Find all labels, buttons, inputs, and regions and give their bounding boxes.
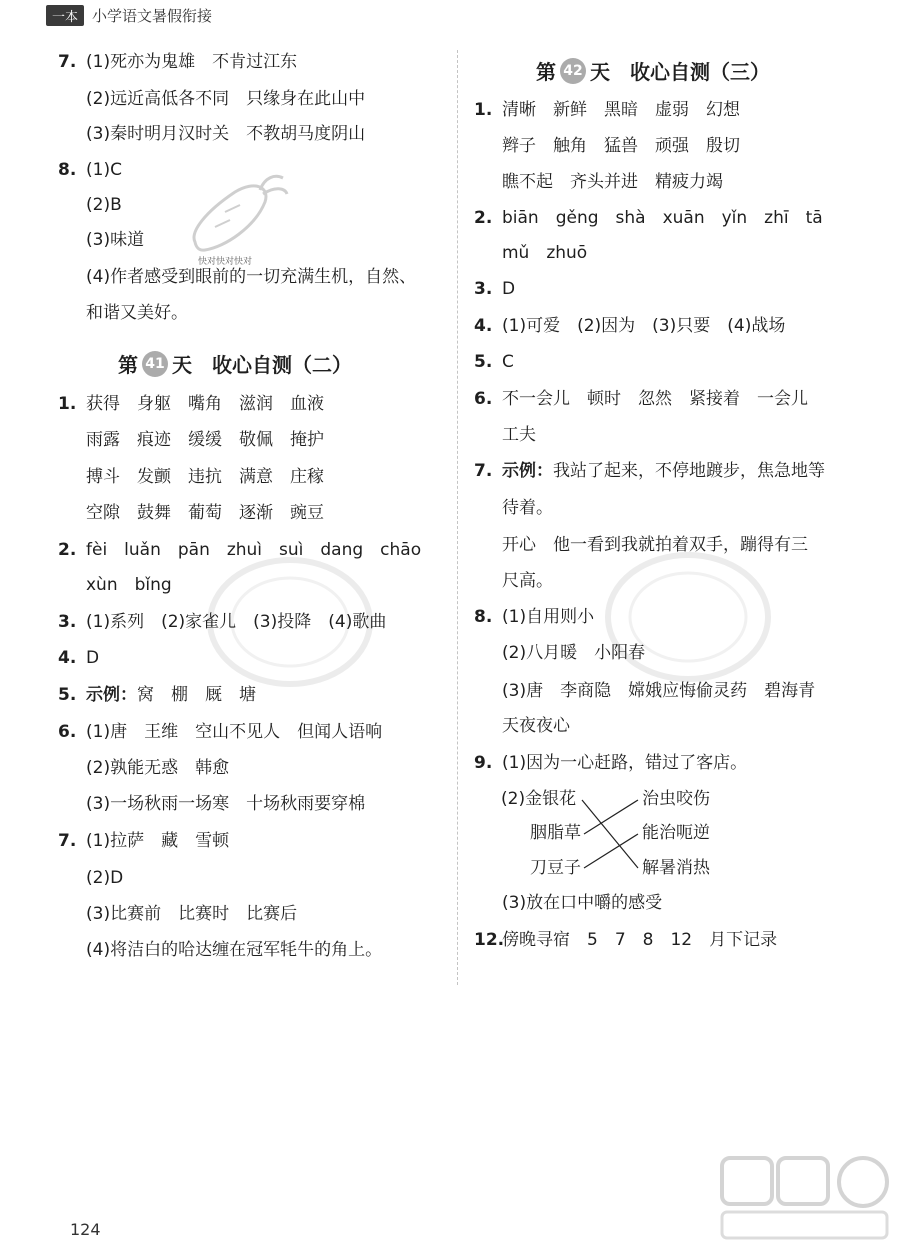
answer-text: D [502, 279, 516, 299]
match-right-item: 治虫咬伤 [642, 789, 710, 809]
answer-text: 工夫 [502, 425, 536, 445]
answer-text: (1)拉萨 藏 雪顿 [86, 831, 230, 851]
watermark-text: 快对快对快对 [198, 257, 253, 267]
section-title-prefix: 第 [536, 60, 556, 84]
answer-text: (3)秦时明月汉时关 不教胡马度阴山 [86, 124, 366, 144]
question-number: 5. [58, 685, 77, 705]
answer-text: (3)味道 [86, 230, 145, 250]
question-number: 9. [474, 753, 493, 773]
answer-text: 雨露 痕迹 缓缓 敬佩 掩护 [86, 430, 324, 450]
answer-line [474, 891, 662, 915]
match-prefix: (2) [501, 789, 526, 809]
match-line [582, 800, 638, 868]
answer-text: C [502, 352, 514, 372]
answer-text: (3)唐 李商隐 嫦娥应悔偷灵药 碧海青 [502, 681, 816, 701]
question-number: 7. [58, 831, 77, 851]
answer-text: (3)放在口中嚼的感受 [502, 893, 663, 913]
answer-text: (3)比赛前 比赛时 比赛后 [86, 904, 298, 924]
answer-text: 窝 棚 厩 塘 [137, 685, 256, 705]
day-badge: 42 [560, 58, 586, 84]
answer-text: (1)唐 王维 空山不见人 但闻人语响 [86, 722, 383, 742]
question-number: 8. [58, 160, 77, 180]
question-number: 4. [474, 316, 493, 336]
answer-text: 获得 身躯 嘴角 滋润 血液 [86, 394, 324, 414]
match-left-item: 胭脂草 [530, 823, 581, 843]
question-number: 4. [58, 648, 77, 668]
day-badge: 41 [142, 351, 168, 377]
answer-text: 待着。 [502, 498, 553, 518]
answer-text: 和谐又美好。 [86, 303, 188, 323]
answer-text: 我站了起来，不停地踱步，焦急地等 [553, 461, 825, 481]
answer-line [474, 928, 777, 952]
answer-text: (4)将洁白的哈达缠在冠军牦牛的角上。 [86, 940, 383, 960]
answer-text: fèi luǎn pān zhuì suì dang chāo [86, 540, 422, 560]
match-left-label: 金银花 [525, 789, 577, 809]
question-number: 3. [474, 279, 493, 299]
answer-text: 辫子 触角 猛兽 顽强 殷切 [502, 136, 740, 156]
answer-text: 空隙 鼓舞 葡萄 逐渐 豌豆 [86, 503, 324, 523]
answer-text: biān gěng shà xuān yǐn zhī tā [502, 208, 823, 228]
answer-text: 天夜夜心 [502, 716, 570, 736]
answer-text: (1)自用则小 [502, 607, 595, 627]
answer-text: 瞧不起 齐头并进 精疲力竭 [502, 172, 723, 192]
header-title: 小学语文暑假衔接 [92, 6, 213, 25]
section-title-text: 天 收心自测（三） [590, 60, 770, 84]
section-title-text: 天 收心自测（二） [172, 353, 352, 377]
question-number: 8. [474, 607, 493, 627]
answer-text: (1)系列 (2)家雀儿 (3)投降 (4)歌曲 [86, 612, 387, 632]
question-number: 3. [58, 612, 77, 632]
question-number: 1. [58, 394, 77, 414]
answer-text: (2)D [86, 868, 124, 888]
question-number: 5. [474, 352, 493, 372]
brand-badge: 一本 [46, 5, 84, 26]
question-number: 12. [474, 930, 505, 950]
answer-text: (4)作者感受到眼前的一切充满生机，自然、 [86, 267, 417, 287]
answer-text: D [86, 648, 100, 668]
match-line [584, 800, 638, 834]
answer-text: 傍晚寻宿 5 7 8 12 月下记录 [502, 930, 778, 950]
question-number: 1. [474, 100, 493, 120]
question-number: 7. [474, 461, 493, 481]
answer-text: (1)C [86, 160, 122, 180]
match-right-item: 解暑消热 [642, 858, 710, 878]
answer-text: 搏斗 发颤 违抗 满意 庄稼 [86, 467, 324, 487]
example-label: 示例： [502, 461, 553, 481]
answer-text: (3)一场秋雨一场寒 十场秋雨要穿棉 [86, 794, 366, 814]
answer-text: mǔ zhuō [502, 243, 588, 263]
answer-text: (2)孰能无惑 韩愈 [86, 758, 230, 778]
answer-text: 清晰 新鲜 黑暗 虚弱 幻想 [502, 100, 740, 120]
answer-text: 尺高。 [502, 571, 553, 591]
answer-text: (2)远近高低各不同 只缘身在此山中 [86, 89, 366, 109]
match-left-item: 刀豆子 [530, 858, 581, 878]
answer-text: 开心 他一看到我就拍着双手，蹦得有三 [502, 535, 808, 555]
question-number: 2. [58, 540, 77, 560]
answer-text: (2)B [86, 195, 122, 215]
page-number: 124 [70, 1220, 101, 1239]
example-label: 示例： [86, 685, 137, 705]
question-number: 2. [474, 208, 493, 228]
section-title-prefix: 第 [118, 353, 138, 377]
answer-text: (1)因为一心赶路，错过了客店。 [502, 753, 748, 773]
match-line [584, 834, 638, 868]
answer-text: (1)可爱 (2)因为 (3)只要 (4)战场 [502, 316, 786, 336]
question-number: 6. [58, 722, 77, 742]
answer-text: 不一会儿 顿时 忽然 紧接着 一会儿 [502, 389, 808, 409]
answer-text: (1)死亦为鬼雄 不肯过江东 [86, 52, 298, 72]
question-number: 7. [58, 52, 77, 72]
match-right-item: 能治呃逆 [642, 823, 710, 843]
answer-text: xùn bǐng [86, 575, 172, 595]
question-number: 6. [474, 389, 493, 409]
answer-text: (2)八月暖 小阳春 [502, 643, 646, 663]
